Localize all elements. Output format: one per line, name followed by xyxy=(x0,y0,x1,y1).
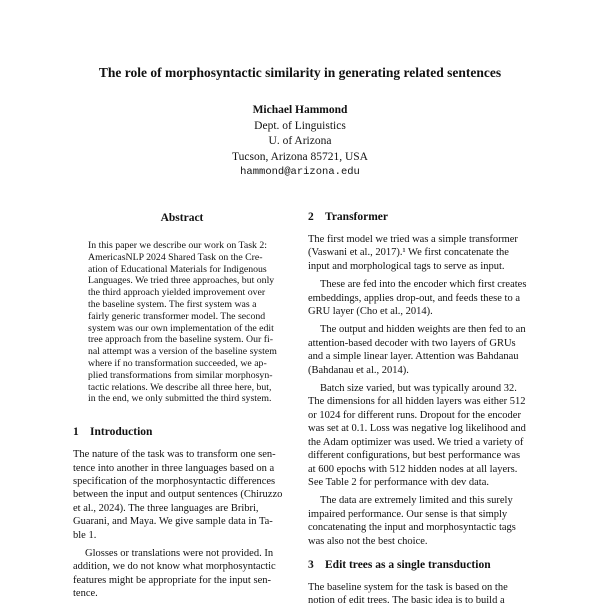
text-line: between the input and output sentences (Chiruzzo xyxy=(73,489,283,501)
section-number: 1 xyxy=(73,426,79,439)
author-email[interactable]: hammond@arizona.edu xyxy=(240,166,360,178)
text-line: features might be appropriate for the input sen- xyxy=(73,574,271,586)
section-number: 3 xyxy=(308,558,314,571)
left-column xyxy=(73,210,291,606)
transformer-paragraph-3 xyxy=(308,323,529,377)
text-line: impaired performance. Our sense is that simply xyxy=(308,508,508,520)
text-line: Batch size varied, but was typically around 32. xyxy=(320,383,517,395)
intro-paragraph-2 xyxy=(73,547,291,601)
paper-title: The role of morphosyntactic similarity in generating related sentences xyxy=(98,65,502,80)
text-line: addition, we do not know what morphosyntactic xyxy=(73,561,276,573)
section-title: Edit trees as a single transduction xyxy=(325,558,491,571)
author-name: Michael Hammond xyxy=(252,104,348,116)
text-line: (Bahdanau et al., 2014). xyxy=(308,364,409,376)
section-title: Introduction xyxy=(90,426,153,439)
text-line: ble 1. xyxy=(73,529,97,541)
abstract-line: where if no transformation succeeded, we ap- xyxy=(88,357,267,369)
text-line: Guarani, and Maya. We give sample data in Ta- xyxy=(73,516,273,528)
abstract-heading: Abstract xyxy=(160,212,204,224)
text-line: tence into another in three languages based on a xyxy=(73,462,275,474)
text-line: notion of edit trees. The basic idea is to build a xyxy=(308,595,505,607)
abstract-line: In this paper we describe our work on Task 2: xyxy=(88,240,267,251)
text-line: The output and hidden weights are then fed to an xyxy=(320,324,526,336)
text-line: (Vaswani et al., 2017).¹ We first concatenate the xyxy=(308,247,509,259)
abstract-line: AmericasNLP 2024 Shared Task on the Cre- xyxy=(88,251,263,263)
text-line: or 1024 for different runs. Dropout for the encoder xyxy=(308,409,521,421)
transformer-paragraph-5 xyxy=(308,494,529,548)
right-column xyxy=(308,210,529,613)
text-line: tence. xyxy=(73,588,98,600)
section-heading-introduction xyxy=(73,425,291,440)
author-affiliation-dept: Dept. of Linguistics xyxy=(254,119,346,132)
abstract-line: in the end, we only submitted the third system. xyxy=(88,393,272,405)
text-line: was also not the best choice. xyxy=(308,535,428,547)
text-line: was set at 0.1. Loss was negative log likelihood and xyxy=(308,423,526,435)
text-line: concatenating the input and morphosyntactic tags xyxy=(308,522,516,534)
section-title: Transformer xyxy=(325,211,389,223)
text-line: The nature of the task was to transform one sen- xyxy=(73,449,276,461)
text-line: The dimensions for all hidden layers was either 512 xyxy=(308,396,526,408)
abstract-line: the third approach yielded improvement over xyxy=(88,287,266,299)
abstract-line: tree approach from the baseline system. Our fi- xyxy=(88,334,273,346)
text-line: The baseline system for the task is based on the xyxy=(308,581,508,593)
edit-trees-paragraph-1 xyxy=(308,581,529,608)
text-line: et al., 2024). The three languages are Bribri, xyxy=(73,502,259,514)
text-line: input and morphological tags to serve as input. xyxy=(308,260,505,272)
section-number: 2 xyxy=(308,211,314,223)
abstract-text xyxy=(88,240,277,405)
text-line: embeddings, applies drop-out, and feeds these to a xyxy=(308,292,520,304)
abstract-line: nal attempt was a version of the baseline system xyxy=(88,346,277,358)
intro-paragraph-1 xyxy=(73,448,291,542)
abstract-line: the baseline system. The first system was a xyxy=(88,298,257,310)
text-line: and a simple linear layer. Attention was Bahdanau xyxy=(308,351,519,363)
text-line: The data are extremely limited and this surely xyxy=(320,495,513,507)
text-line: Glosses or translations were not provided. In xyxy=(85,548,274,559)
section-heading-transformer xyxy=(308,210,529,225)
text-line: at 600 epochs with 512 hidden nodes at all layers. xyxy=(308,463,518,475)
text-line: the Adam optimizer was used. We tried a variety of xyxy=(308,436,524,448)
abstract-line: fairly generic transformer model. The second xyxy=(88,310,266,322)
text-line: These are fed into the encoder which first creates xyxy=(320,279,527,291)
abstract-line: plied transformations from similar morphosyn- xyxy=(88,369,273,381)
abstract-line: Languages. We tried three approaches, but only xyxy=(88,275,275,287)
author-affiliation-address: Tucson, Arizona 85721, USA xyxy=(232,150,368,163)
abstract-line: system was our own implementation of the edit xyxy=(88,322,274,334)
author-block xyxy=(0,103,600,181)
text-line: different configurations, but best performance was xyxy=(308,450,521,462)
text-line: The first model we tried was a simple transformer xyxy=(308,234,518,245)
abstract-line: ation of Educational Materials for Indigenous xyxy=(88,263,267,275)
text-line: specification of the morphosyntactic differences xyxy=(73,475,276,487)
transformer-paragraph-1 xyxy=(308,233,529,273)
transformer-paragraph-2 xyxy=(308,278,529,318)
section-heading-edit-trees xyxy=(308,558,529,573)
abstract-line: tactic relations. We describe all three here, but, xyxy=(88,381,272,393)
transformer-paragraph-4 xyxy=(308,382,529,489)
text-line: GRU layer (Cho et al., 2014). xyxy=(308,306,433,318)
text-line: See Table 2 for performance with dev data. xyxy=(308,476,489,488)
text-line: attention-based decoder with two layers of GRUs xyxy=(308,337,516,349)
author-affiliation-university: U. of Arizona xyxy=(268,135,332,147)
